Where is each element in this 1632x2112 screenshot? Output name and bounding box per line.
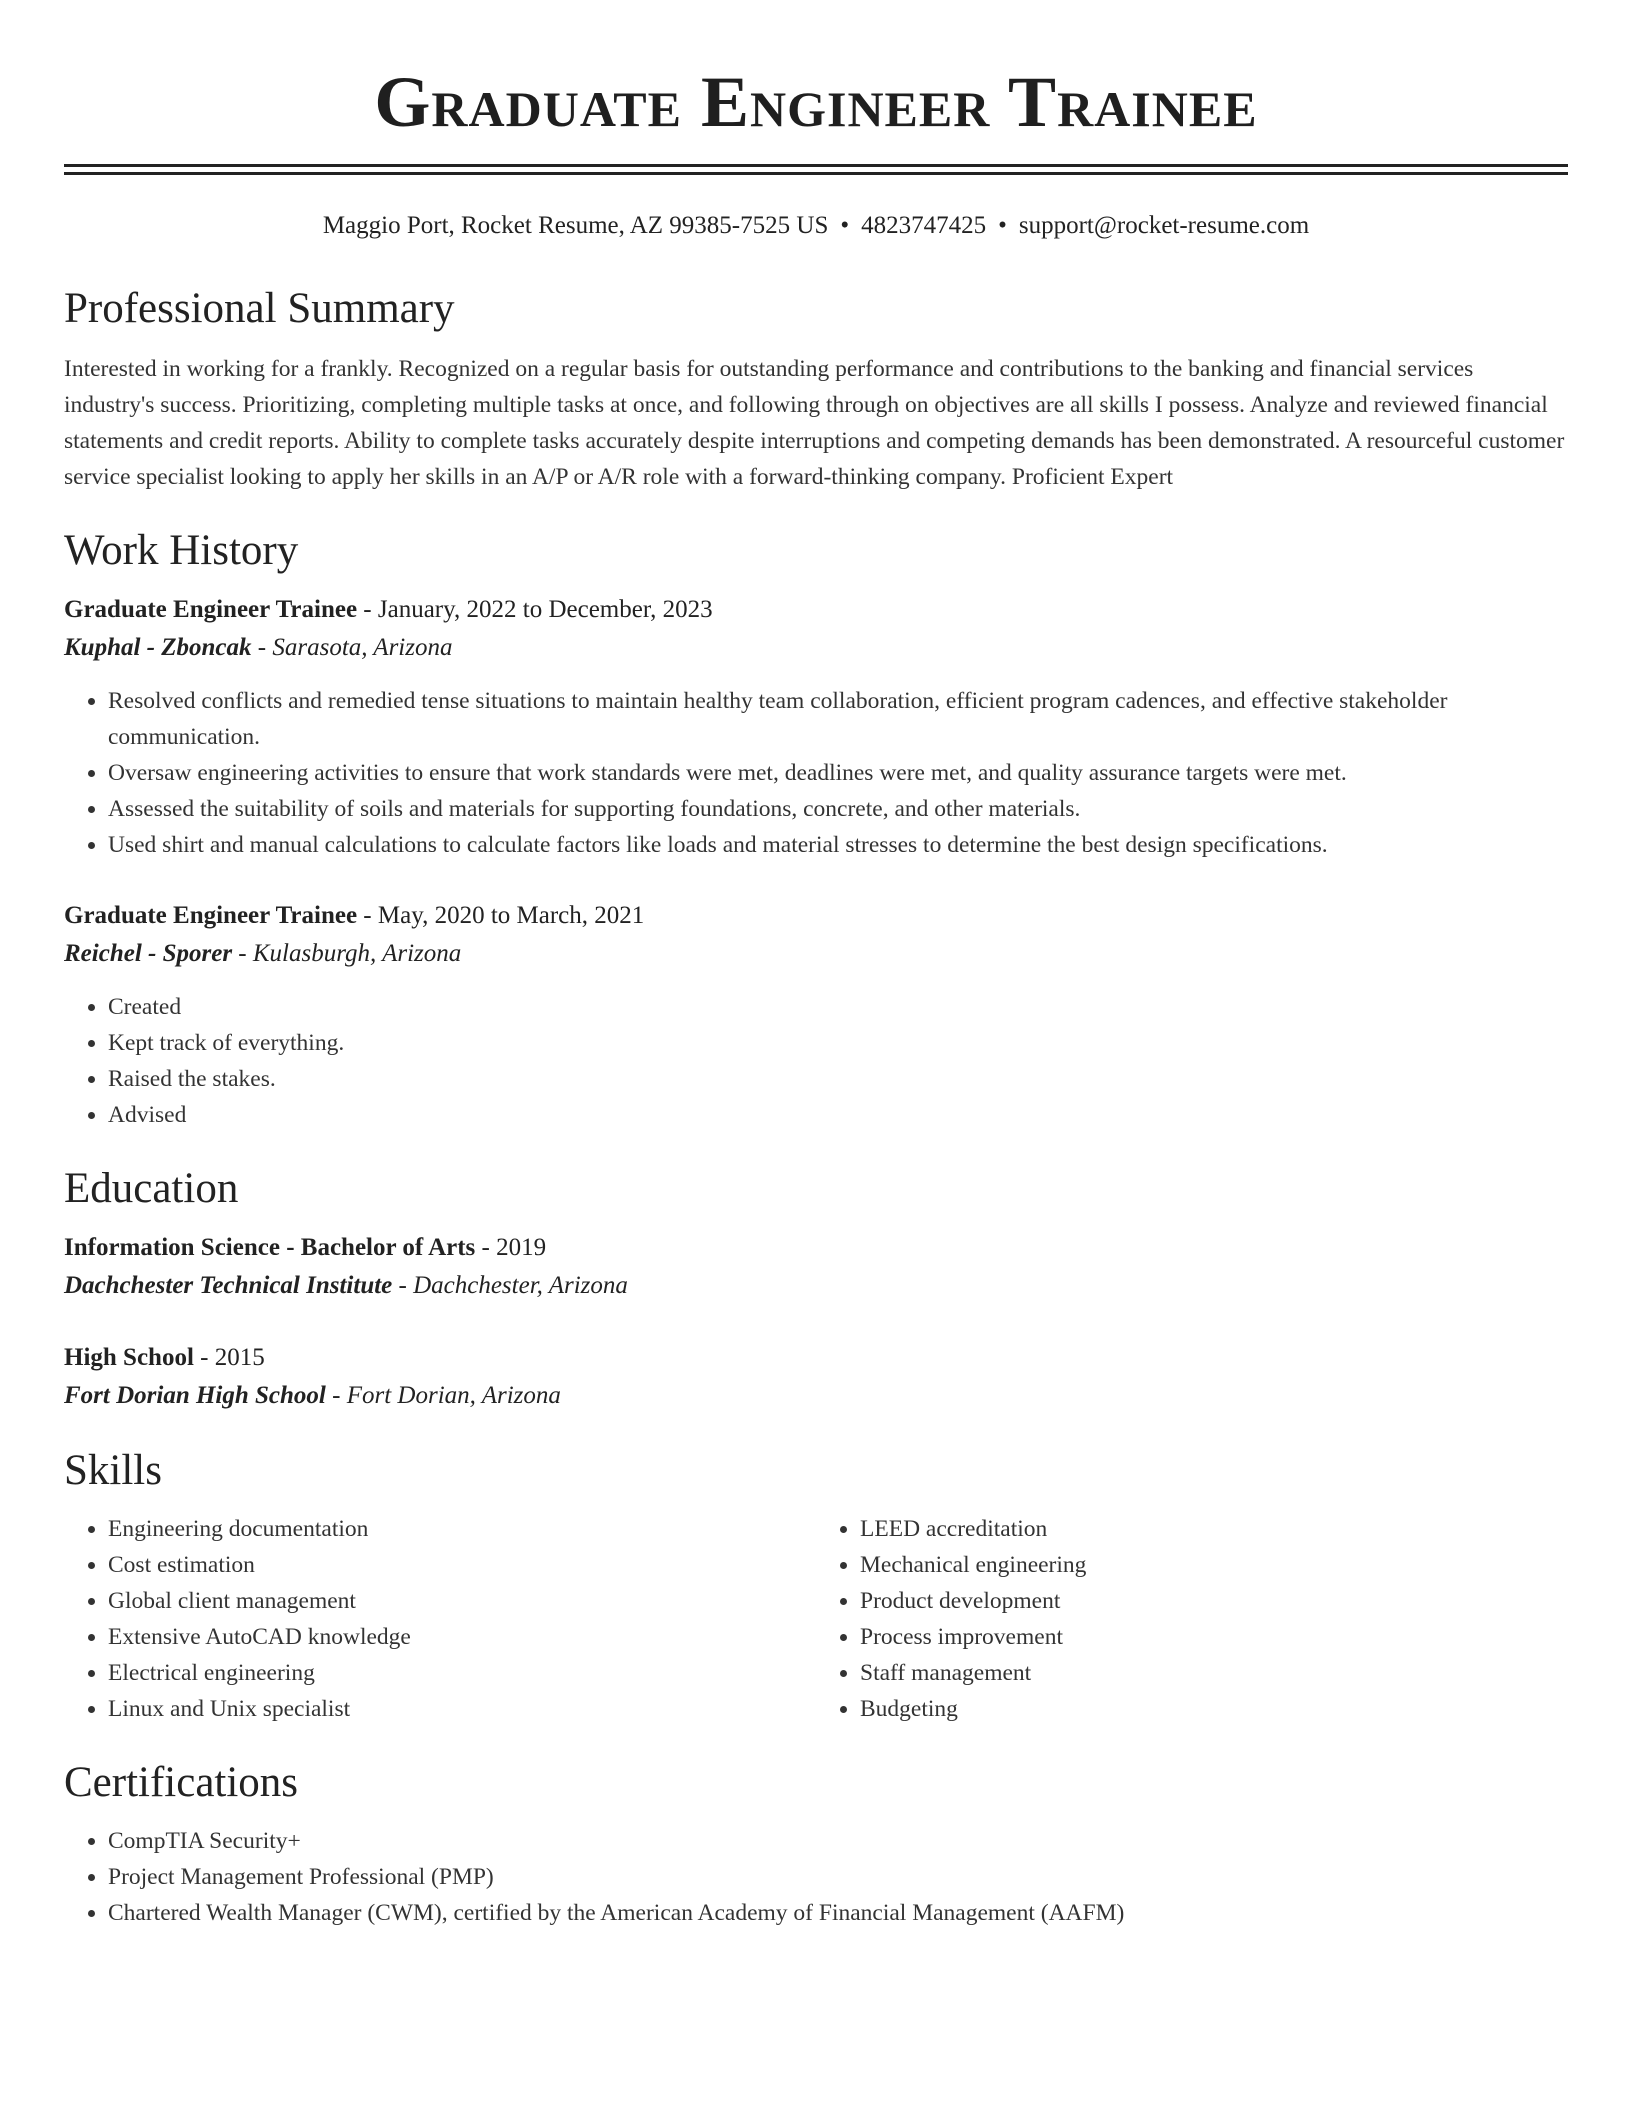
- list-item: • Used shirt and manual calculations to calculate factors like loads and material stresses to determine the best design specifications.: [108, 827, 1568, 863]
- job-company: Kuphal - Zboncak: [64, 634, 252, 661]
- job-bullets: [64, 683, 1568, 863]
- job-title: Graduate Engineer Trainee: [64, 902, 358, 929]
- contact-email: support@rocket-resume.com: [1018, 212, 1310, 239]
- list-item: • Process improvement: [860, 1619, 1568, 1655]
- list-item: • Project Management Professional (PMP): [108, 1859, 1568, 1895]
- list-item: • Resolved conflicts and remedied tense situations to maintain healthy team collaboration, efficient program cadences, and effective stakeholder communication.: [108, 683, 1568, 755]
- section-heading-certifications: Certifications: [64, 1759, 299, 1806]
- list-item: • Cost estimation: [108, 1547, 816, 1583]
- summary-text: Interested in working for a frankly. Recognized on a regular basis for outstanding performance and contributions to the banking and financial services industry's success. Prioritizing, completing multiple tasks at once, and following through on objectives are all skills I possess. Analyze and reviewed financial statements and credit reports. Ability to complete tasks accurately despite interruptions and competing demands has been demonstrated. A resourceful customer service specialist looking to apply her skills in an A/P or A/R role with a forward-thinking company. Proficient Expert: [64, 356, 1565, 490]
- contact-phone: 4823747425: [861, 212, 987, 239]
- list-item: • Created: [108, 989, 1568, 1025]
- job-company-line: [64, 935, 1568, 973]
- section-heading-skills: Skills: [64, 1447, 162, 1494]
- job-title: Graduate Engineer Trainee: [64, 596, 358, 623]
- contact-line: [64, 209, 1568, 243]
- education-school: Dachchester Technical Institute: [64, 1272, 393, 1299]
- section-heading-work: Work History: [64, 527, 299, 574]
- contact-separator: •: [998, 212, 1007, 239]
- list-item: • Kept track of everything.: [108, 1025, 1568, 1061]
- contact-address: Maggio Port, Rocket Resume, AZ 99385-7525 US: [322, 212, 829, 239]
- job-bullets: [64, 989, 1568, 1133]
- title-double-rule: [64, 164, 1568, 175]
- work-entry: [64, 591, 1568, 863]
- job-title-line: [64, 897, 1568, 935]
- list-item: • Oversaw engineering activities to ensure that work standards were met, deadlines were met, and quality assurance targets were met.: [108, 755, 1568, 791]
- list-item: • LEED accreditation: [860, 1511, 1568, 1547]
- job-title-line: [64, 591, 1568, 629]
- education-school-line: [64, 1377, 1568, 1415]
- education-school-line: [64, 1267, 1568, 1305]
- list-item: • Advised: [108, 1097, 1568, 1133]
- education-year: - 2015: [193, 1344, 265, 1371]
- list-item: • Extensive AutoCAD knowledge: [108, 1619, 816, 1655]
- work-entry: [64, 897, 1568, 1133]
- section-heading-summary: Professional Summary: [64, 285, 455, 332]
- skills-list-right: [816, 1511, 1568, 1727]
- job-dates: - January, 2022 to December, 2023: [357, 596, 713, 623]
- section-heading-education: Education: [64, 1165, 239, 1212]
- education-entry: [64, 1339, 1568, 1415]
- contact-separator: •: [840, 212, 850, 239]
- certifications-list: [64, 1823, 1568, 1931]
- list-item: • Linux and Unix specialist: [108, 1691, 816, 1727]
- job-location: - Sarasota, Arizona: [251, 634, 453, 661]
- list-item: • Budgeting: [860, 1691, 1568, 1727]
- skills-columns: [64, 1511, 1568, 1727]
- education-degree-line: [64, 1229, 1568, 1267]
- resume-title: Graduate Engineer Trainee: [374, 62, 1258, 142]
- job-dates: - May, 2020 to March, 2021: [357, 902, 645, 929]
- list-item: • Raised the stakes.: [108, 1061, 1568, 1097]
- list-item: • Product development: [860, 1583, 1568, 1619]
- job-company: Reichel - Sporer: [64, 940, 233, 967]
- education-entry: [64, 1229, 1568, 1305]
- education-school: Fort Dorian High School: [64, 1382, 326, 1409]
- education-degree: Information Science - Bachelor of Arts: [64, 1234, 476, 1261]
- list-item: • Mechanical engineering: [860, 1547, 1568, 1583]
- skills-list-left: [64, 1511, 816, 1727]
- education-location: - Fort Dorian, Arizona: [325, 1382, 561, 1409]
- education-degree-line: [64, 1339, 1568, 1377]
- education-degree: High School: [64, 1344, 194, 1371]
- education-location: - Dachchester, Arizona: [392, 1272, 628, 1299]
- list-item: • Chartered Wealth Manager (CWM), certified by the American Academy of Financial Management (AAFM): [108, 1895, 1568, 1931]
- list-item: • Assessed the suitability of soils and materials for supporting foundations, concrete, and other materials.: [108, 791, 1568, 827]
- list-item: • Staff management: [860, 1655, 1568, 1691]
- list-item: • Electrical engineering: [108, 1655, 816, 1691]
- list-item: • Engineering documentation: [108, 1511, 816, 1547]
- education-year: - 2019: [475, 1234, 547, 1261]
- list-item: • Global client management: [108, 1583, 816, 1619]
- job-location: - Kulasburgh, Arizona: [232, 940, 462, 967]
- list-item: • CompTIA Security+: [108, 1823, 1568, 1859]
- job-company-line: [64, 629, 1568, 667]
